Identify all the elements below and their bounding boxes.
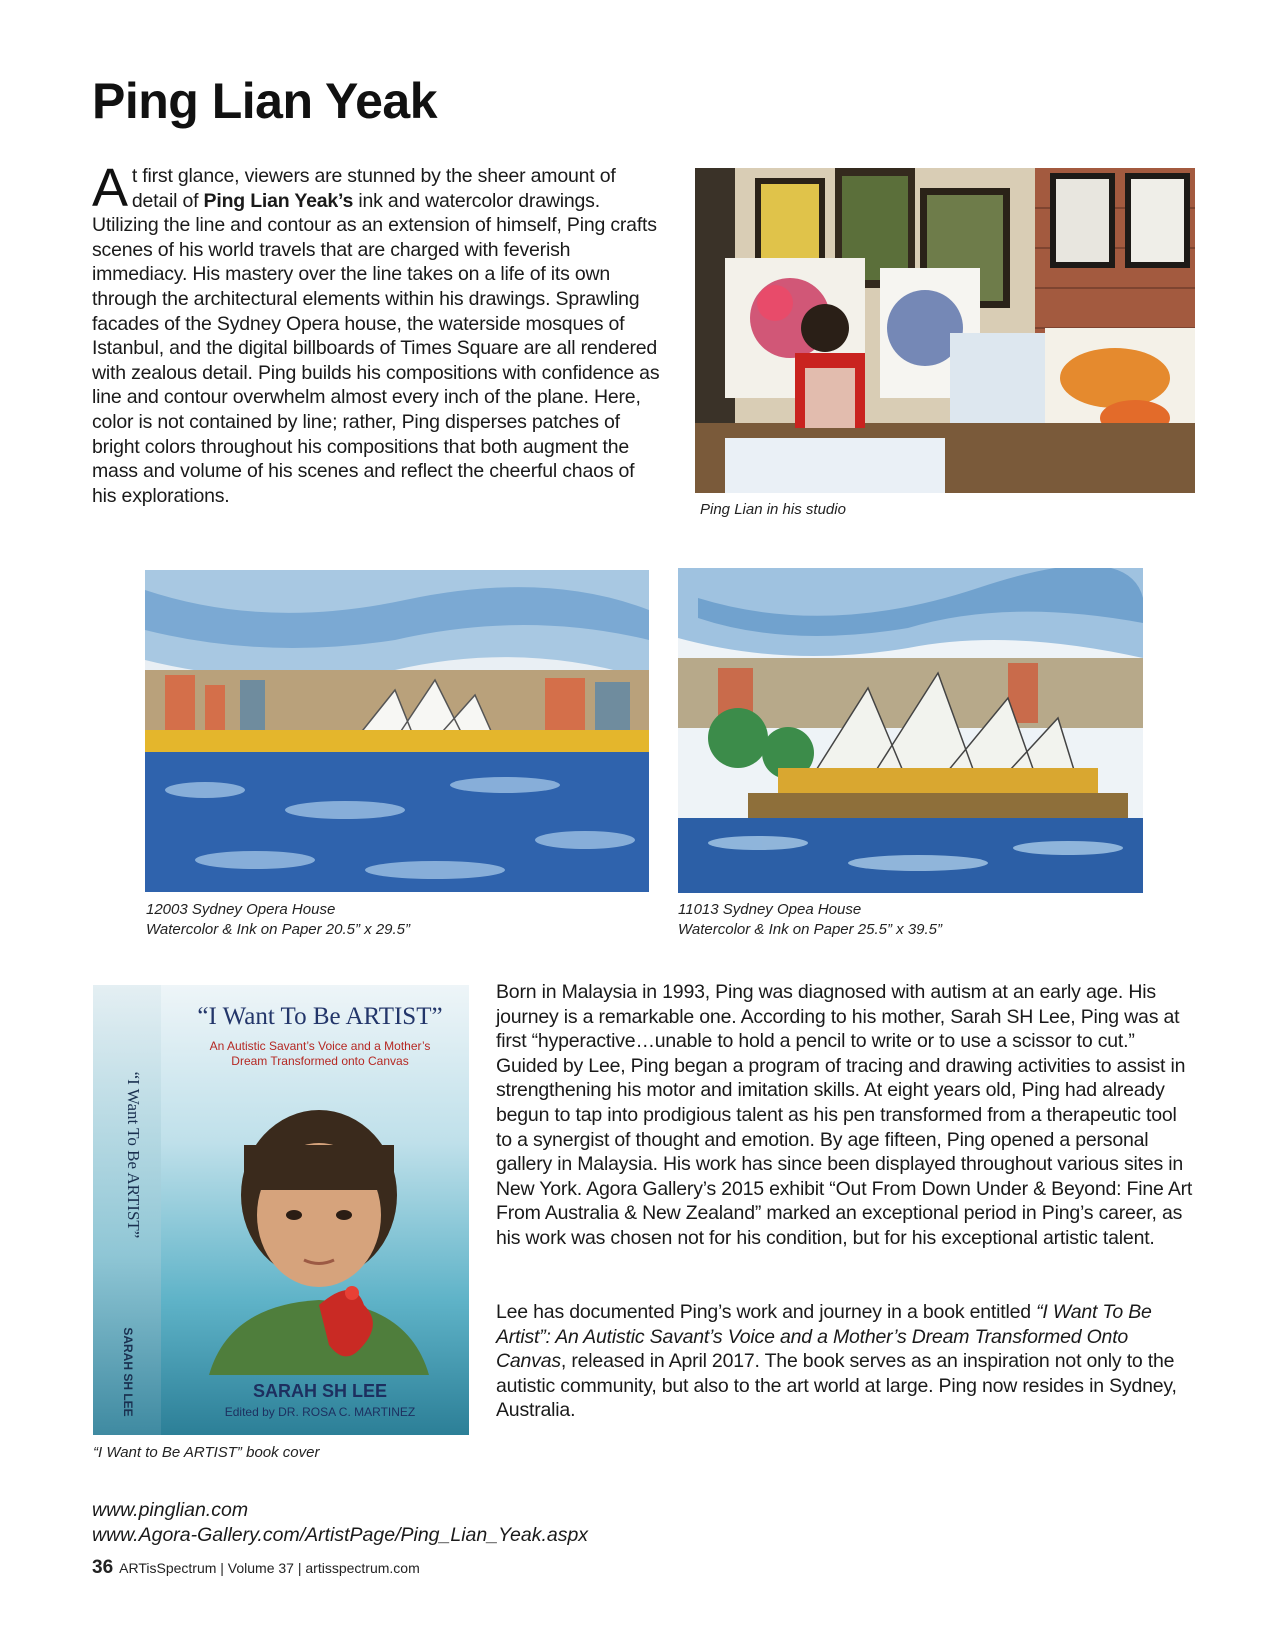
artwork-sydney-opera-house-1 [145,570,649,892]
book-cover-author: SARAH SH LEE [252,1381,387,1401]
book-cover-portrait [169,1075,469,1375]
studio-photo [695,168,1195,493]
artwork2-caption-title: 11013 Sydney Opea House [678,901,862,918]
artist-name: Ping Lian Yeak’s [203,189,354,212]
artwork1-caption-title: 12003 Sydney Opera House [146,901,336,918]
artist-links [92,1498,588,1547]
page-footer [92,1557,420,1579]
body-paragraph-3 [496,1300,1196,1423]
book-title: “I Want To Be Artist”: An Autistic Savant’s Voice and a Mother’s Dream Transformed Onto Canvas [496,1301,1152,1373]
book-cover-subtitle-2: Dream Transformed onto Canvas [231,1054,409,1068]
artwork-sydney-opera-house-2 [678,568,1143,893]
intro-paragraph [92,158,662,508]
body-paragraph-2: Born in Malaysia in 1993, Ping was diagnosed with autism at an early age. His journey is a remarkable one. According to his mother, Sarah SH Lee, Ping was at first “hyperactive…unable to hold a pencil to write or to use a scissor to cut.” Guided by Lee, Ping began a program of tracing and drawing activities to assist in strengthening his motor and imitation skills. At eight years old, Ping had already begun to tap into prodigious talent as his pen transformed from a therapeutic tool to a synergist of thought and emotion. By age fifteen, Ping opened a personal gallery in Malaysia. His work has since been displayed throughout various sites in New York. Agora Gallery’s 2015 exhibit “Out From Down Under & Beyond: Fine Art From Australia & New Zealand” marked an exceptional period in Ping’s career, as his work was chosen not for his condition, but for his exceptional artistic talent. [496,981,1193,1249]
intro-lead: t first glance, viewers are stunned by the sheer amount of detail of [131,165,616,212]
page-number: 36 [92,1557,114,1578]
book-cover [93,985,469,1435]
paragraph3-lead: Lee has documented Ping’s work and journey in a book entitled [496,1301,1037,1323]
studio-caption: Ping Lian in his studio [700,501,846,518]
drop-cap: A [92,158,128,218]
book-caption: “I Want to Be ARTIST” book cover [93,1444,320,1461]
artwork2-caption-medium: Watercolor & Ink on Paper 25.5” x 39.5” [678,921,943,938]
artwork2-caption [678,900,942,940]
book-cover-subtitle [171,1039,469,1069]
website-link[interactable]: www.pinglian.com [92,1499,249,1521]
intro-rest: ink and watercolor drawings. Utilizing the line and contour as an extension of himself, Ping crafts scenes of his world travels that are charged with feverish immediacy. His mastery over the line takes on a life of its own through the architectural elements within his drawings. Sprawling facades of the Sydney Opera house, the waterside mosques of Istanbul, and the digital billboards of Times Square are all rendered with zealous detail. Ping builds his compositions with confidence as line and contour overwhelm almost every inch of the plane. Here, color is not contained by line; rather, Ping disperses patches of bright colors throughout his compositions that both augment the mass and volume of his scenes and reflect the cheerful chaos of his explorations. [92,189,660,507]
book-cover-title: “I Want To Be ARTIST” [197,1003,443,1030]
book-spine-title: “I Want To Be ARTIST” [124,1071,143,1239]
book-cover-subtitle-1: An Autistic Savant’s Voice and a Mother’s [209,1039,431,1053]
artwork1-caption [146,900,410,940]
paragraph3-rest: , released in April 2017. The book serves as an inspiration not only to the autistic community, but also to the art world at large. Ping now resides in Sydney, Australia. [496,1350,1177,1422]
book-spine-author: SARAH SH LEE [121,1327,135,1417]
article-title: Ping Lian Yeak [92,73,438,129]
publication-info: ARTisSpectrum | Volume 37 | artisspectrum.com [119,1560,420,1576]
book-cover-editor: Edited by DR. ROSA C. MARTINEZ [224,1405,416,1419]
artwork1-caption-medium: Watercolor & Ink on Paper 20.5” x 29.5” [146,921,411,938]
gallery-link[interactable]: www.Agora-Gallery.com/ArtistPage/Ping_Lian_Yeak.aspx [92,1523,589,1546]
